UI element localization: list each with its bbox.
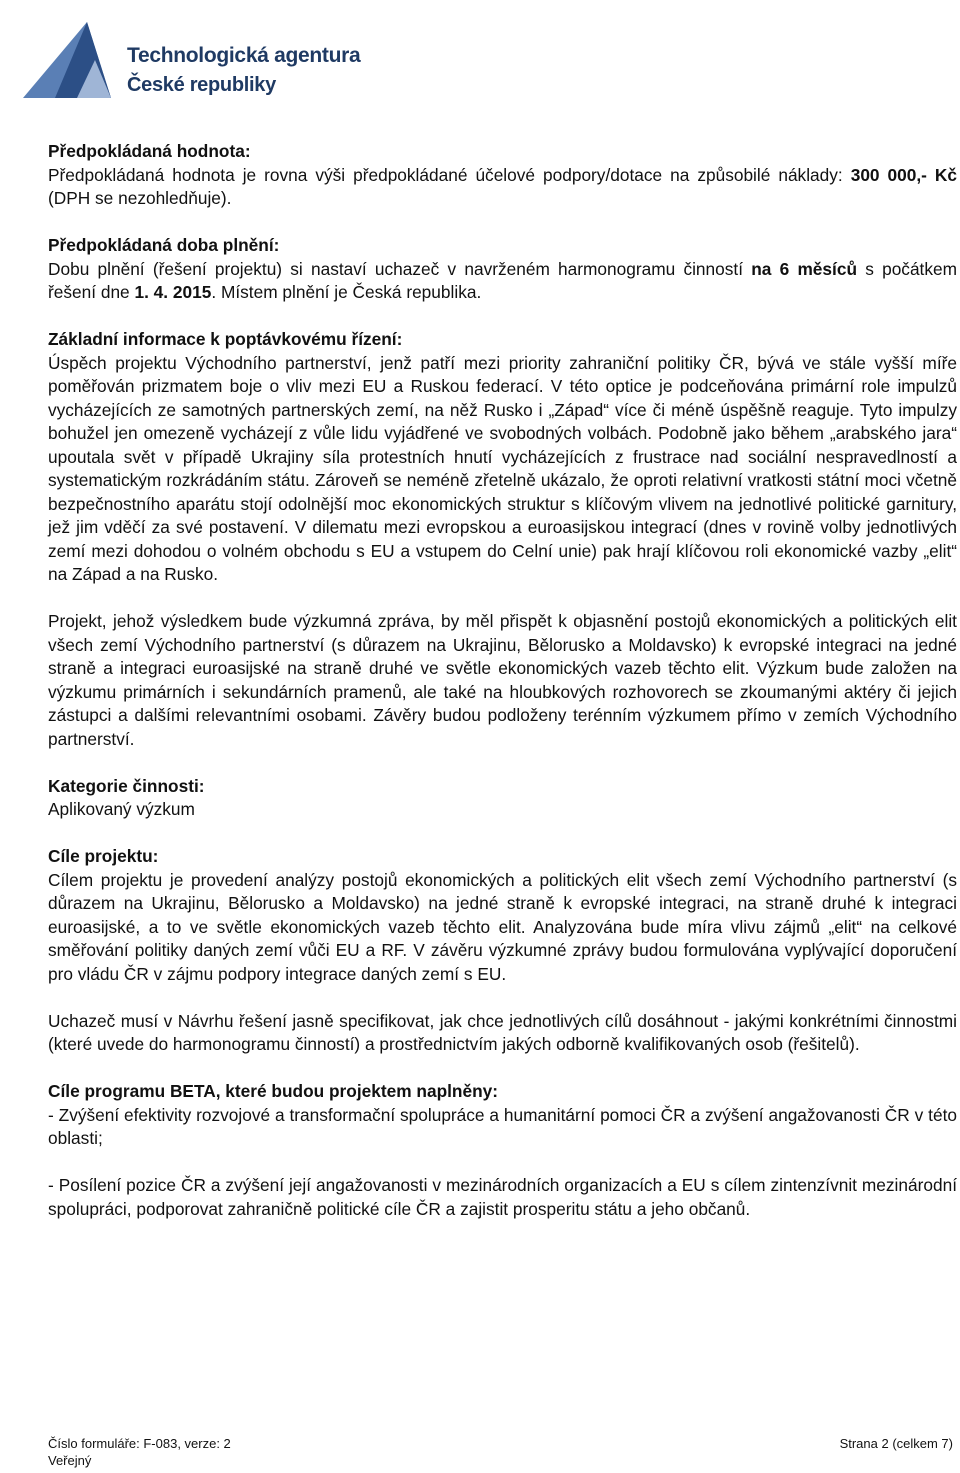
paragraph-cile-1: Cílem projektu je provedení analýzy postojů ekonomických a politických elit všech zemí Východního partnerství (s důrazem na Ukrajinu, Bělorusko a Moldavsko) na jedné straně k evropské integraci, na straně druhé k integraci euroasijské, a to ve světle ekonomických vazeb těchto elit. Analyzována bude míra vlivu zájmů „elit“ na celkové směřování politiky daných zemí vůči EU a RF. V závěru výzkumné zprávy budou formulována vyplývající doporučení pro vládu ČR v zájmu podpory integrace daných zemí s EU.	[48, 869, 957, 984]
duration: na 6 měsíců	[751, 258, 858, 279]
amount: 300 000,- Kč	[850, 164, 957, 185]
classification: Veřejný	[48, 1453, 92, 1468]
form-number: Číslo formuláře: F-083, verze: 2	[48, 1436, 231, 1451]
heading-hodnota: Předpokládaná hodnota:	[48, 141, 251, 161]
logo-line2: České republiky	[127, 74, 276, 96]
heading-beta: Cíle programu BETA, které budou projektem naplněny:	[48, 1081, 499, 1101]
paragraph-zakladni-1: Úspěch projektu Východního partnerství, jenž patří mezi priority zahraniční politiky ČR, bývá ve stále vyšší míře poměřován prizmatem boje o vliv mezi EU a Ruskou federací. V této optice je podceňována primární role impulzů vycházejících ze samotných partnerských zemí, na něž Rusko i „Západ“ více či méně úspěšně reaguje. Tyto impulzy bohužel jen omezeně vycházejí z vůle lidu vyjádřené ve svobodných volbách. Podobně jako během „arabského jara“ upoutala svět v případě Ukrajiny síla protestních hnutí vycházejících z frustrace nad sociální nespravedlností a systematickým rozkrádáním státu. Zároveň se neméně zřetelně ukázalo, že oproti relativní vratkosti státní moci včetně bezpečnostního aparátu stojí odolnější moc ekonomických struktur s klíčovým vlivem na jednotlivé politické garnitury, jež jim vděčí za své postavení. V dilematu mezi evropskou a euroasijskou integrací (dnes v rovině volby jednotlivých zemí mezi dohodou o volném obchodu s EU a vstupem do Celní unie) pak hrají klíčovou roli ekonomické vazby „elit“ na Západ a na Rusko.	[48, 352, 957, 584]
paragraph-zakladni-2: Projekt, jehož výsledkem bude výzkumná zpráva, by měl přispět k objasnění postojů ekonomických a politických elit všech zemí Východního partnerství (s důrazem na Ukrajinu, Bělorusko a Moldavsko) k evropské integraci na jedné straně a integraci euroasijské na straně druhé ve světle ekonomických vazeb těchto elit. Výzkum bude založen na výzkumu primárních i sekundárních pramenů, ale také na hloubkových rozhovorech se zkoumanými aktéry či jejich zástupci a dalšími relevantními osobami. Závěry budou podloženy terénním výzkumem přímo v zemích Východního partnerství.	[48, 611, 957, 749]
list-item-beta-2: - Posílení pozice ČR a zvýšení její angažovanosti v mezinárodních organizacích a EU s cílem zintenzívnit mezinárodní spolupráci, podporovat zahraničně politické cíle ČR a zajistit prosperitu státu a jeho občanů.	[48, 1175, 957, 1219]
paragraph-cile-2: Uchazeč musí v Návrhu řešení jasně specifikovat, jak chce jednotlivých cílů dosáhnout - jakými konkrétními činnostmi (které uvede do harmonogramu činností) a prostřednictvím jakých odborně kvalifikovaných osob (řešitelů).	[48, 1010, 957, 1054]
logo-line1: Technologická agentura	[127, 44, 361, 67]
heading-zakladni: Základní informace k poptávkovému řízení:	[48, 329, 403, 349]
page-number: Strana 2 (celkem 7)	[839, 1436, 953, 1451]
heading-doba: Předpokládaná doba plnění:	[48, 235, 280, 255]
heading-cile: Cíle projektu:	[48, 846, 159, 866]
logo	[15, 12, 361, 104]
paragraph-kategorie: Aplikovaný výzkum	[48, 799, 195, 819]
agency-logo-icon	[15, 12, 125, 104]
start-date: 1. 4. 2015	[134, 282, 212, 302]
paragraph-doba: Dobu plnění (řešení projektu) si nastaví uchazeč v navrženém harmonogramu činností na 6 měsíců s počátkem řešení dne 1. 4. 2015. Místem plnění je Česká republika.	[48, 258, 958, 302]
heading-kategorie: Kategorie činnosti:	[48, 775, 205, 796]
document-body	[48, 140, 957, 1221]
list-item-beta-1: - Zvýšení efektivity rozvojové a transformační spolupráce a humanitární pomoci ČR a zvýšení angažovanosti ČR v této oblasti;	[48, 1104, 957, 1148]
paragraph-hodnota: Předpokládaná hodnota je rovna výši předpokládané účelové podpory/dotace na způsobilé náklady: 300 000,- Kč (DPH se nezohledňuje).	[48, 164, 957, 208]
